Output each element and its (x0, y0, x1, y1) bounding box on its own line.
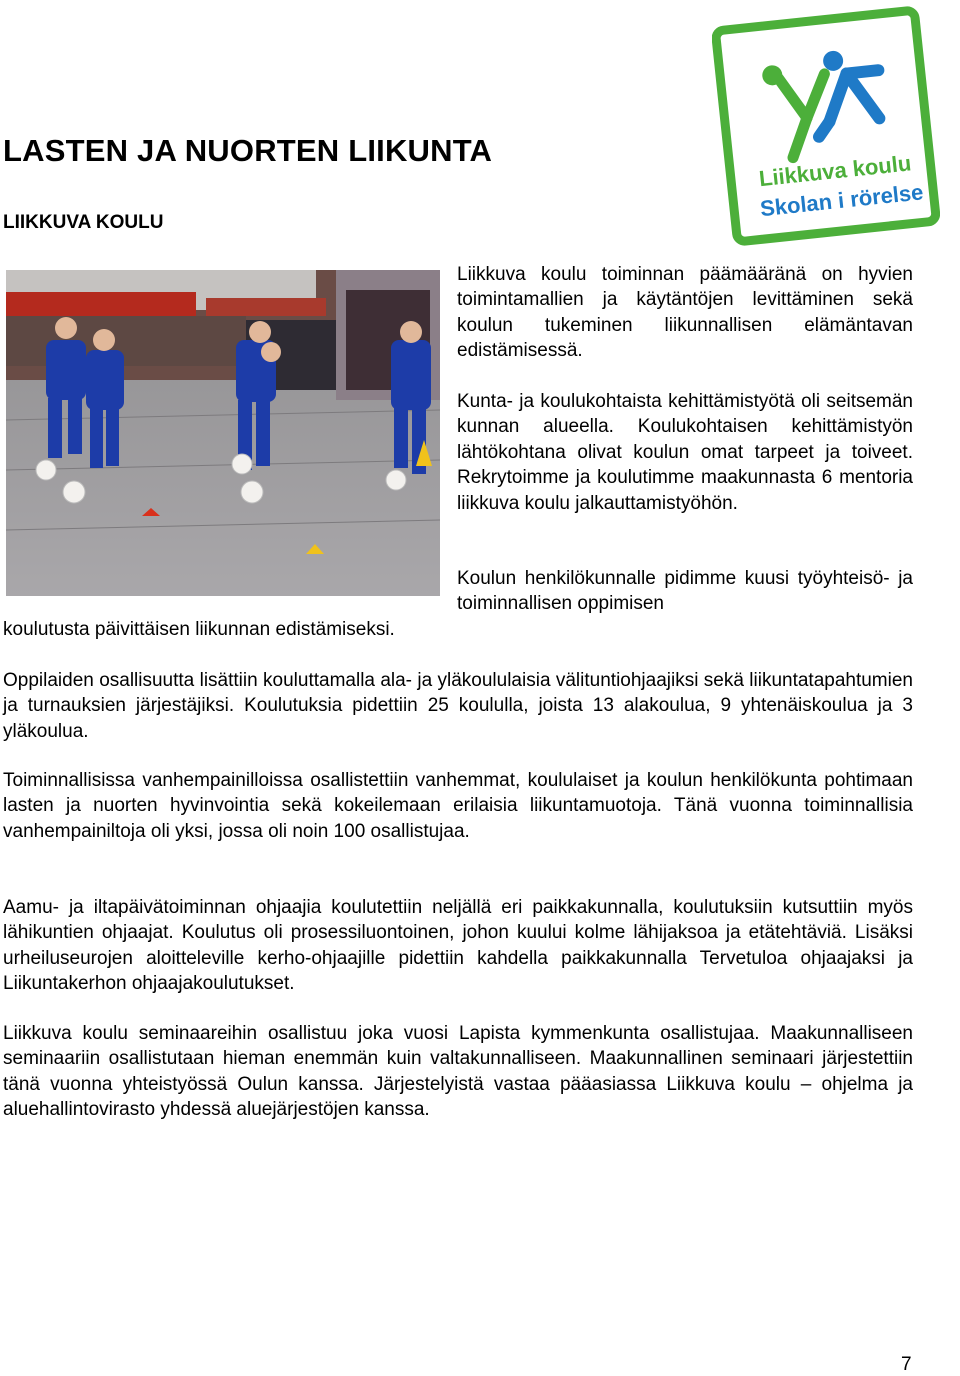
paragraph-development-text: Kunta- ja koulukohtaista kehittämistyötä oli seitsemän kunnan alueella. Koulukohtaisen kehittämistyön lähtökohtana olivat koulun omat tarpeet ja toiveet. Rekrytoimme ja koulutimme maakunnasta 6 mentoria liikkuva koulu jalkauttamistyöhön. (457, 391, 913, 514)
paragraph-seminars-text: Liikkuva koulu seminaareihin osallistuu joka vuosi Lapista kymmenkunta osallistujaa. Maakunnalliseen seminaariin osallistutaan hieman enemmän kuin valtakunnalliseen. Maakunnallinen seminaari järjestettiin tänä vuonna yhteistyössä Oulun kanssa. Järjestelyistä vastaa pääasiassa Liikkuva koulu – ohjelma ja aluehallintovirasto yhdessä aluejärjestöjen kanssa. (3, 1023, 913, 1121)
paragraph-parents-evenings-text: Toiminnallisissa vanhempainilloissa osallistettiin vanhemmat, koululaiset ja koulun henkilökunta pohtimaan lasten ja nuorten hyvinvointia sekä kokeilemaan erilaisia liikuntamuotoja. Tänä vuonna toiminnallisia vanhempainiltoja oli yksi, jossa oli noin 100 osallistujaa. (3, 770, 913, 842)
paragraph-afternoon-activities-text: Aamu- ja iltapäivätoiminnan ohjaajia koulutettiin neljällä eri paikkakunnalla, koulutuksiin kutsuttiin myös lähikuntien ohjaajat. Koulutus oli prosessiluontoinen, johon kuului kolme lähijaksoa ja etätehtäviä. Lisäksi urheiluseurojen aloitteleville kerho-ohjaajille pidettiin kahdella paikkakunnalla Tervetuloa ohjaajaksi ja Liikuntakerhon ohjaajakoulutukset. (3, 897, 913, 995)
paragraph-development (457, 389, 913, 516)
logo-text-finnish: Liikkuva koulu (757, 150, 913, 192)
paragraph-staff-training-continued (3, 617, 913, 642)
paragraph-afternoon-activities (3, 895, 913, 997)
paragraph-pupils (3, 668, 913, 744)
paragraph-goal (457, 262, 913, 364)
paragraph-parents-evenings (3, 768, 913, 844)
paragraph-staff-training (457, 566, 913, 617)
photo-children-playing-football (6, 270, 440, 596)
page-number: 7 (901, 1354, 912, 1375)
section-title: LIIKKUVA KOULU (3, 212, 164, 233)
paragraph-staff-training-end-text: koulutusta päivittäisen liikunnan edistämiseksi. (3, 619, 395, 640)
paragraph-pupils-text: Oppilaiden osallisuutta lisättiin kouluttamalla ala- ja yläkoululaisia välituntiohjaajiksi sekä liikuntatapahtumien ja turnauksien järjestäjiksi. Koulutuksia pidettiin 25 koululla, joista 13 alakoulua, 9 yhtenäiskoulua ja 3 yläkoulua. (3, 670, 913, 742)
page-title: LASTEN JA NUORTEN LIIKUNTA (3, 133, 493, 168)
paragraph-staff-training-text: Koulun henkilökunnalle pidimme kuusi työyhteisö- ja toiminnallisen oppimisen (457, 568, 913, 615)
paragraph-seminars (3, 1021, 913, 1123)
liikkuva-koulu-logo (712, 4, 940, 250)
logo-text-swedish: Skolan i rörelse (758, 179, 925, 222)
paragraph-goal-text: Liikkuva koulu toiminnan päämääränä on hyvien toimintamallien ja käytäntöjen levittäminen sekä koulun tukeminen liikunnallisen elämäntavan edistämisessä. (457, 264, 913, 362)
